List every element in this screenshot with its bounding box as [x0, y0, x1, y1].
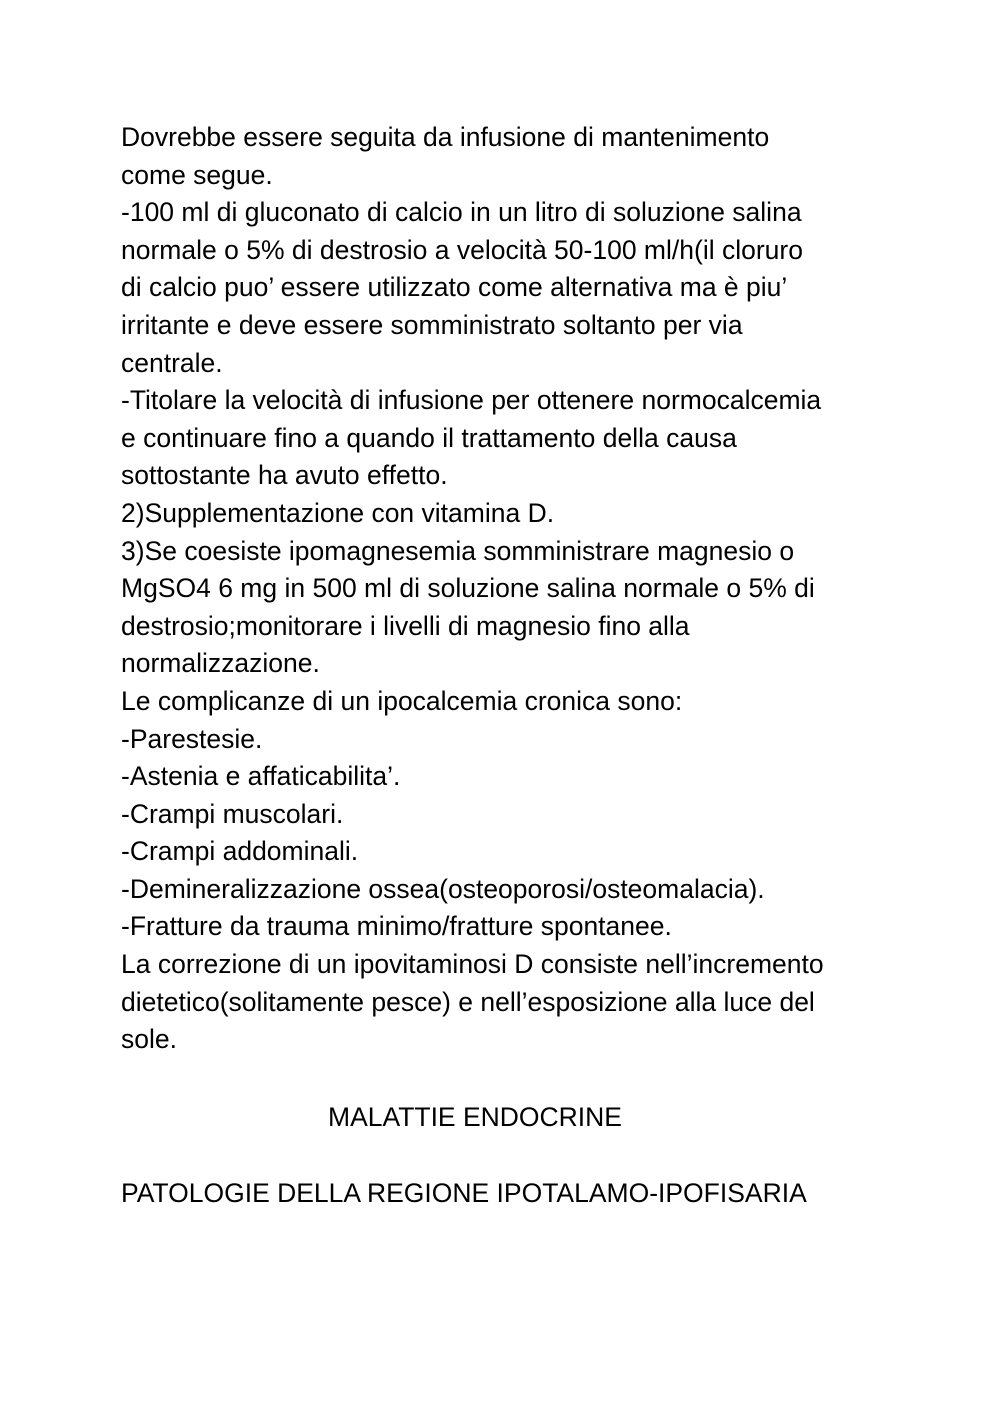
text-line: irritante e deve essere somministrato soltanto per via: [121, 309, 743, 340]
text-line: normale o 5% di destrosio a velocità 50-100 ml/h(il cloruro: [121, 234, 803, 265]
text-line: MgSO4 6 mg in 500 ml di soluzione salina normale o 5% di: [121, 573, 815, 604]
section-heading: MALATTIE ENDOCRINE: [328, 1102, 622, 1132]
text-line: -Parestesie.: [121, 723, 263, 754]
text-line: destrosio;monitorare i livelli di magnesio fino alla: [121, 610, 690, 641]
text-line: sole.: [121, 1024, 177, 1055]
text-line: La correzione di un ipovitaminosi D consiste nell’incremento: [121, 949, 824, 980]
text-line: 3)Se coesiste ipomagnesemia somministrare magnesio o: [121, 535, 795, 566]
text-line: di calcio puo’ essere utilizzato come alternativa ma è piu’: [121, 272, 788, 303]
text-line: -Demineralizzazione ossea(osteoporosi/osteomalacia).: [121, 873, 765, 904]
text-line: 2)Supplementazione con vitamina D.: [121, 497, 555, 528]
text-line: -Fratture da trauma minimo/fratture spontanee.: [121, 911, 672, 942]
text-line: -100 ml di gluconato di calcio in un litro di soluzione salina: [121, 197, 802, 228]
text-line: e continuare fino a quando il trattamento della causa: [121, 422, 737, 453]
text-line: -Crampi muscolari.: [121, 798, 344, 829]
text-line: normalizzazione.: [121, 648, 320, 679]
body-text: [121, 119, 921, 1059]
text-line: Dovrebbe essere seguita da infusione di mantenimento: [121, 122, 770, 152]
text-line: -Crampi addominali.: [121, 836, 359, 867]
text-line: dietetico(solitamente pesce) e nell’esposizione alla luce del: [121, 986, 815, 1017]
text-line: come segue.: [121, 159, 273, 190]
text-line: sottostante ha avuto effetto.: [121, 460, 448, 491]
text-line: -Astenia e affaticabilita’.: [121, 761, 401, 792]
subsection-heading: PATOLOGIE DELLA REGIONE IPOTALAMO-IPOFISARIA: [121, 1178, 807, 1208]
text-line: centrale.: [121, 347, 223, 378]
text-line: Le complicanze di un ipocalcemia cronica sono:: [121, 685, 683, 716]
text-line: -Titolare la velocità di infusione per ottenere normocalcemia: [121, 385, 822, 416]
